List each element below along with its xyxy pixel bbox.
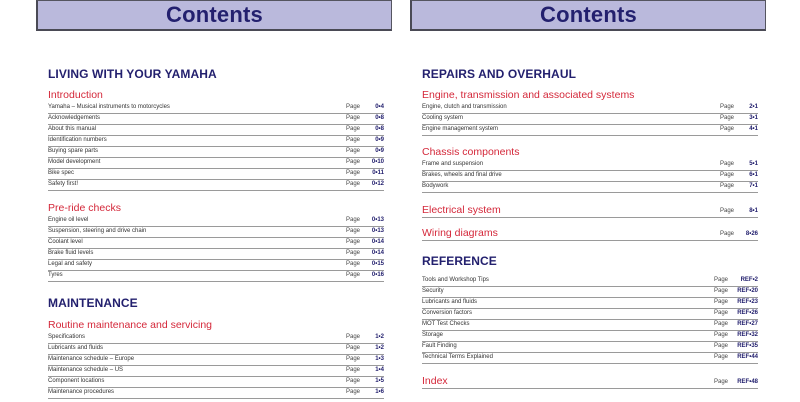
page-number[interactable]: 6•1 [749,172,758,178]
toc-entry[interactable] [48,387,384,399]
page-number[interactable]: REF•44 [737,354,758,360]
contents-page-right [410,0,782,387]
entry-label: Lubricants and fluids [48,345,104,351]
page-word: Page [345,126,360,132]
page-number[interactable]: 0•11 [372,170,384,176]
section-title: MAINTENANCE [48,296,138,310]
entry-label: Lubricants and fluids [422,299,478,305]
page-word: Page [345,170,360,176]
entry-label: Model development [48,159,101,165]
page-number[interactable]: 7•1 [749,183,758,189]
page-number[interactable]: 1•4 [375,367,384,373]
page-word: Page [713,310,728,316]
page-number[interactable]: 3•1 [749,115,758,121]
entry-label: Engine management system [422,126,499,132]
page-number[interactable]: REF•2 [740,277,758,283]
page-word: Page [345,250,360,256]
page-number[interactable]: REF•32 [737,332,758,338]
page-word: Page [719,161,734,167]
entry-label: Engine oil level [48,217,89,223]
page-number[interactable]: 1•6 [375,389,384,395]
page-word: Page [719,172,734,178]
entry-label: Engine, clutch and transmission [422,104,507,110]
entry-label: Cooling system [422,115,464,121]
section-title: REPAIRS AND OVERHAUL [422,67,577,81]
contents-banner [410,0,766,31]
entry-label: Maintenance schedule – Europe [48,356,135,362]
page-word: Page [719,231,734,237]
contents-page-left [36,0,408,395]
entry-label: Bodywork [422,183,449,189]
banner-title: Contents [540,2,637,27]
page-number[interactable]: 1•2 [375,334,384,340]
entry-label: Specifications [48,334,86,340]
section-title: LIVING WITH YOUR YAMAHA [48,67,217,81]
page-word: Page [713,288,728,294]
page-number[interactable]: 0•9 [375,148,384,154]
page-word: Page [345,217,360,223]
page-word: Page [345,159,360,165]
toc-entry-wiring-diagrams[interactable] [422,226,758,241]
entry-label: Storage [422,332,444,338]
entry-label: Acknowledgements [48,115,101,121]
toc-entry[interactable] [422,181,758,193]
page-word: Page [345,389,360,395]
page-number[interactable]: 0•13 [371,228,384,234]
group-title: Electrical system [422,204,501,216]
entry-label: Component locations [48,378,105,384]
page-word: Page [345,261,360,267]
page-number[interactable]: 0•12 [371,181,384,187]
entry-label: Frame and suspension [422,161,484,167]
page-number[interactable]: 4•1 [749,126,758,132]
page-word: Page [345,115,360,121]
page-word: Page [713,299,728,305]
group-title: Wiring diagrams [422,227,498,239]
page-word: Page [345,367,360,373]
entry-label: Bike spec [48,170,75,176]
page-number[interactable]: REF•26 [737,310,758,316]
page-number[interactable]: 1•2 [375,345,384,351]
page-word: Page [719,115,734,121]
page-word: Page [713,277,728,283]
page-word: Page [345,181,360,187]
page-number[interactable]: 1•5 [375,378,384,384]
page-number[interactable]: 0•15 [371,261,384,267]
group-title: Pre-ride checks [48,202,121,214]
page-number[interactable]: 1•3 [375,356,384,362]
group-title: Engine, transmission and associated systems [422,89,635,101]
group-title: Routine maintenance and servicing [48,319,213,331]
page-word: Page [345,104,360,110]
page-word: Page [345,148,360,154]
entry-label: Brake fluid levels [48,250,94,256]
entry-label: Brakes, wheels and final drive [422,172,502,178]
entry-label: Conversion factors [422,310,473,316]
page-number[interactable]: REF•23 [737,299,758,305]
entry-label: Tyres [48,272,63,278]
entry-label: Technical Terms Explained [422,354,493,360]
banner-title: Contents [166,2,263,27]
contents-banner [36,0,392,31]
page-word: Page [713,321,728,327]
page-word: Page [719,104,734,110]
entry-label: Coolant level [48,239,83,245]
toc-entry-electrical-system[interactable] [422,203,758,218]
page-number[interactable]: REF•20 [737,288,758,294]
section-title: REFERENCE [422,254,497,268]
page-number[interactable]: 0•9 [375,137,384,143]
page-word: Page [713,332,728,338]
page-word: Page [345,378,360,384]
page-number[interactable]: REF•27 [737,321,758,327]
entry-label: Yamaha – Musical instruments to motorcycles [48,104,170,110]
group-title: Index [422,375,448,387]
page-number[interactable]: 0•13 [371,217,384,223]
page-word: Page [345,137,360,143]
entry-label: Identification numbers [48,137,107,143]
page-number[interactable]: 5•1 [749,161,758,167]
group-title: Chassis components [422,146,520,158]
entry-label: About this manual [48,126,97,132]
entry-label: Security [422,288,444,294]
page-number[interactable]: 0•8 [375,115,384,121]
page-number[interactable]: 0•10 [371,159,384,165]
entry-label: Fault Finding [422,343,457,349]
page-word: Page [345,239,360,245]
page-number[interactable]: 0•16 [371,272,384,278]
page-word: Page [719,126,734,132]
page-word: Page [719,208,734,214]
toc-entry[interactable] [48,179,384,191]
page-word: Page [345,356,360,362]
page-word: Page [345,345,360,351]
page-number[interactable]: 2•1 [749,104,758,110]
entry-label: Buying spare parts [48,148,99,154]
page-word: Page [719,183,734,189]
page-word: Page [345,334,360,340]
page-number[interactable]: REF•35 [737,343,758,349]
page-word: Page [713,354,728,360]
page-number[interactable]: 0•14 [371,250,384,256]
toc-entry[interactable] [422,124,758,136]
page-number[interactable]: REF•48 [737,379,758,385]
page-word: Page [345,228,360,234]
toc-entry[interactable] [422,352,758,364]
page-number[interactable]: 8•1 [749,208,758,214]
page-word: Page [345,272,360,278]
toc-entry-index[interactable] [422,374,758,389]
entry-label: Suspension, steering and drive chain [48,228,147,234]
entry-label: Safety first! [48,181,79,187]
entry-label: Maintenance procedures [48,389,115,395]
group-title: Introduction [48,89,103,101]
page-word: Page [713,379,728,385]
entry-label: MOT Test Checks [422,321,470,327]
entry-label: Legal and safety [48,261,93,267]
toc-entry[interactable] [48,270,384,282]
entry-label: Maintenance schedule – US [48,367,124,373]
page-number[interactable]: 0•8 [375,126,384,132]
page-number[interactable]: 0•14 [371,239,384,245]
page-number[interactable]: 8•26 [745,231,758,237]
page-number[interactable]: 0•4 [375,104,384,110]
page-word: Page [713,343,728,349]
entry-label: Tools and Workshop Tips [422,277,489,283]
